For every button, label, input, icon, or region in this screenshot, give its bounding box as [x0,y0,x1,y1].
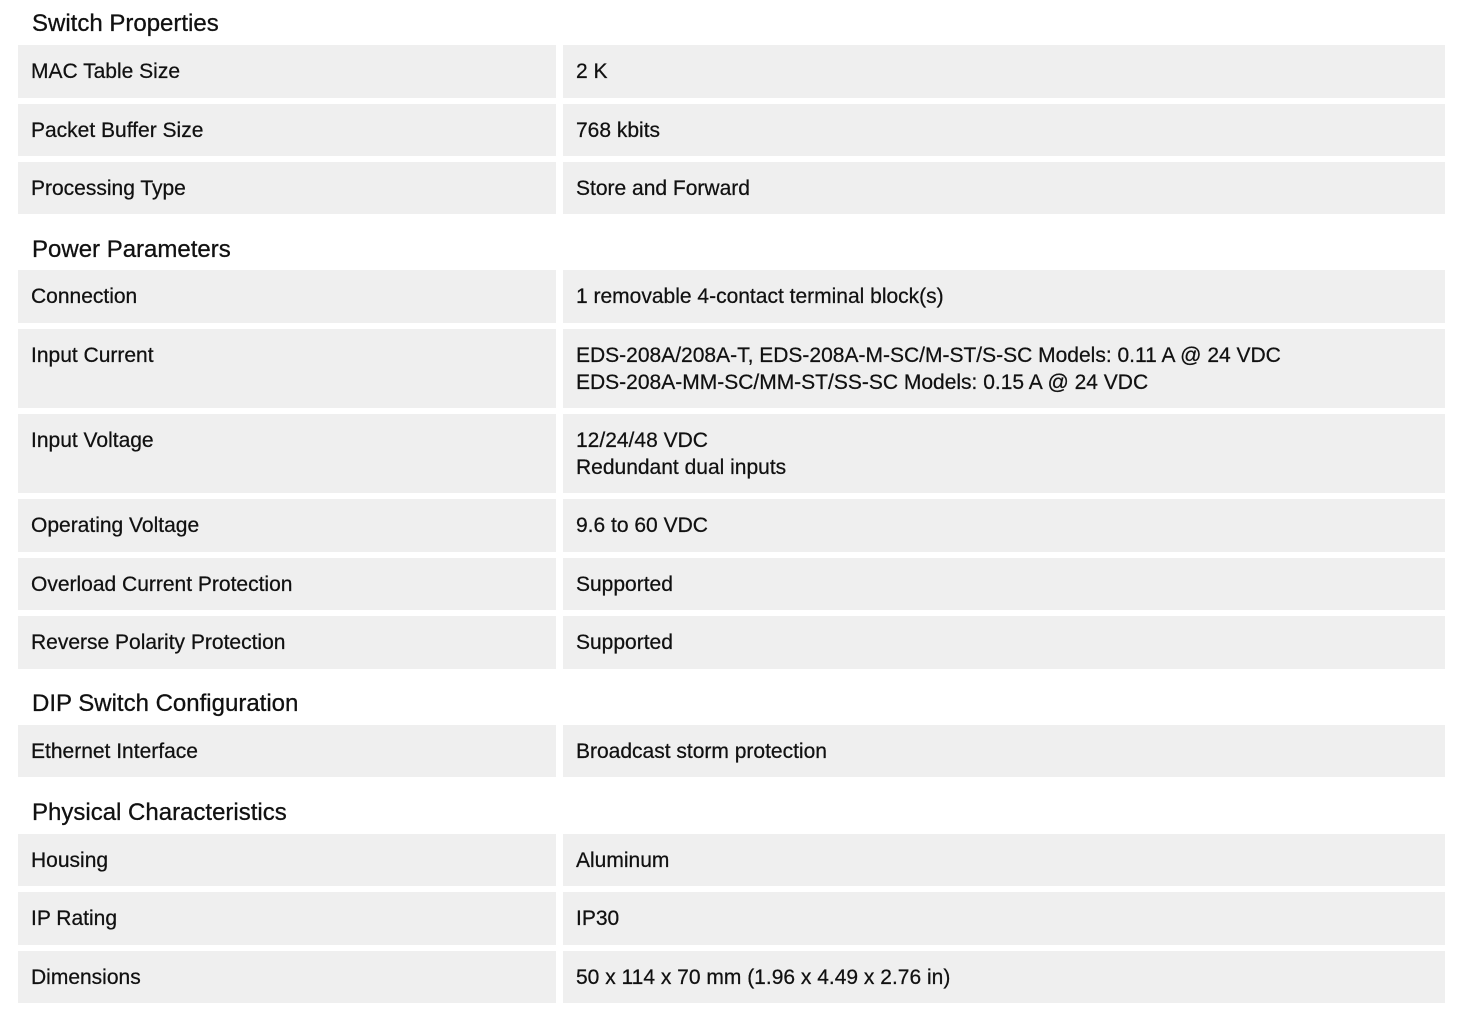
spec-label: Packet Buffer Size [18,104,556,156]
spec-value [563,558,1445,610]
spec-value [563,162,1445,214]
spec-row-input-voltage [18,414,1445,493]
spec-value-line: 9.6 to 60 VDC [576,514,708,537]
spec-label: Overload Current Protection [18,558,556,610]
spec-row-mac-table-size [18,45,1445,98]
spec-value-line: 50 x 114 x 70 mm (1.96 x 4.49 x 2.76 in) [576,966,951,989]
spec-value-line: Supported [576,631,673,654]
spec-label: IP Rating [18,892,556,945]
spec-value-line: IP30 [576,907,620,930]
spec-value-line: Aluminum [576,849,670,872]
spec-value-line: EDS-208A-MM-SC/MM-ST/SS-SC Models: 0.15 A @ 24 VDC [576,371,1149,394]
spec-label: Input Voltage [18,414,556,493]
spec-label: MAC Table Size [18,45,556,98]
spec-value-line: Supported [576,573,673,596]
spec-value [563,834,1445,886]
spec-value-line: Redundant dual inputs [576,456,787,479]
spec-row-housing [18,834,1445,886]
spec-row-operating-voltage [18,499,1445,552]
spec-value [563,104,1445,156]
spec-value [563,725,1445,777]
spec-value-line: EDS-208A/208A-T, EDS-208A-M-SC/M-ST/S-SC Models: 0.11 A @ 24 VDC [576,344,1281,367]
section-title-physical-characteristics: Physical Characteristics [32,799,287,826]
spec-value-line: 1 removable 4-contact terminal block(s) [576,285,944,308]
spec-value [563,270,1445,323]
spec-label: Ethernet Interface [18,725,556,777]
spec-value [563,892,1445,945]
spec-value [563,951,1445,1003]
spec-row-ip-rating [18,892,1445,945]
spec-row-ethernet-interface [18,725,1445,777]
spec-label: Processing Type [18,162,556,214]
section-title-dip-switch-configuration: DIP Switch Configuration [32,690,299,717]
spec-value [563,329,1445,408]
spec-value [563,499,1445,552]
section-title-power-parameters: Power Parameters [32,236,231,263]
spec-row-input-current [18,329,1445,408]
spec-label: Operating Voltage [18,499,556,552]
spec-row-dimensions [18,951,1445,1003]
spec-label: Housing [18,834,556,886]
spec-value-line: Store and Forward [576,177,750,200]
spec-row-overload-current-protection [18,558,1445,610]
spec-value [563,616,1445,669]
spec-value [563,414,1445,493]
spec-value-line: Broadcast storm protection [576,740,827,763]
spec-row-connection [18,270,1445,323]
section-title-switch-properties: Switch Properties [32,10,219,37]
spec-label: Dimensions [18,951,556,1003]
spec-row-reverse-polarity-protection [18,616,1445,669]
spec-label: Connection [18,270,556,323]
spec-value-line: 768 kbits [576,119,661,142]
spec-value [563,45,1445,98]
spec-row-packet-buffer-size [18,104,1445,156]
spec-value-line: 2 K [576,60,608,83]
spec-label: Reverse Polarity Protection [18,616,556,669]
spec-row-processing-type [18,162,1445,214]
spec-label: Input Current [18,329,556,408]
spec-value-line: 12/24/48 VDC [576,429,708,452]
